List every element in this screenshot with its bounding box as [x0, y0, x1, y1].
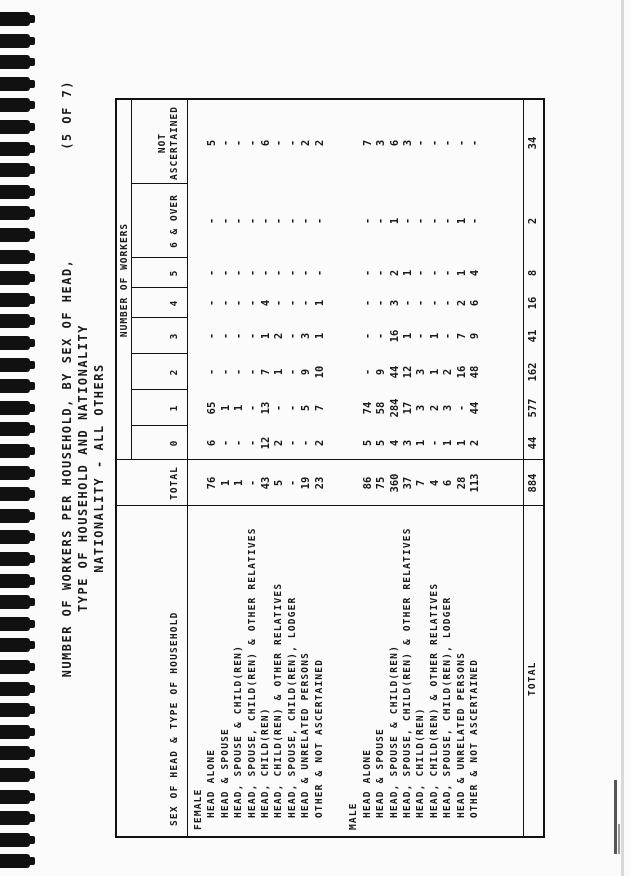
table-cell: -	[246, 479, 259, 487]
page-indicator: (5 OF 7)	[60, 80, 74, 150]
row-label: HEAD, SPOUSE & CHILD(REN)	[388, 645, 400, 818]
table-cell: -	[286, 332, 299, 340]
table-cell: -	[246, 217, 259, 225]
table-cell: -	[273, 299, 286, 307]
binding-coil	[0, 142, 30, 156]
table-cell: -	[233, 368, 246, 376]
table-cell: -	[233, 269, 246, 277]
rotated-content	[60, 68, 560, 868]
table-cell: 5	[361, 439, 374, 447]
table-cell: -	[206, 332, 219, 340]
table-cell: 5	[273, 479, 286, 487]
table-cell: 16	[455, 365, 468, 379]
table-cell: -	[246, 269, 259, 277]
table-cell: 1	[260, 332, 272, 340]
table-cell: 7	[415, 479, 428, 487]
table-cell: 1	[219, 479, 232, 487]
table-cell: -	[286, 439, 299, 447]
binding-coil	[0, 811, 30, 825]
table-cell: 65	[206, 401, 219, 415]
row-label: HEAD & UNRELATED PERSONS	[455, 651, 467, 818]
total-cell: 8	[527, 269, 539, 277]
binding-coil	[0, 617, 30, 631]
table-cell: -	[219, 299, 232, 307]
column-header: 3	[169, 332, 180, 340]
table-cell: 5	[300, 404, 313, 412]
table-cell: 2	[428, 404, 441, 412]
row-label: HEAD & SPOUSE	[375, 728, 387, 818]
table-cell: 2	[455, 299, 468, 307]
table-cell: 16	[388, 329, 401, 343]
binding-coil	[0, 379, 30, 393]
table-cell: -	[402, 299, 415, 307]
table-cell: -	[219, 332, 232, 340]
table-cell: 19	[300, 476, 313, 490]
binding-coil	[0, 595, 30, 609]
table-cell: -	[469, 139, 482, 147]
total-rule	[523, 100, 524, 836]
table-cell: -	[442, 269, 455, 277]
table-cell: -	[273, 139, 286, 147]
table-cell: -	[286, 139, 299, 147]
table-cell: 1	[455, 269, 468, 277]
binding-coil	[0, 509, 30, 523]
binding-coil	[0, 163, 30, 177]
table-cell: -	[286, 299, 299, 307]
title-line-2: TYPE OF HOUSEHOLD AND NATIONALITY	[76, 324, 90, 612]
table-cell: -	[375, 332, 388, 340]
row-label: HEAD ALONE	[361, 748, 373, 818]
binding-coil	[0, 250, 30, 264]
column-header: 4	[169, 299, 180, 307]
table-cell: 44	[388, 365, 401, 379]
table-cell: -	[313, 269, 326, 277]
table-cell: 7	[313, 404, 326, 412]
binding-coil	[0, 206, 30, 220]
column-header: 0	[169, 439, 180, 447]
row-label: HEAD, SPOUSE, CHILD(REN), LODGER	[442, 596, 454, 818]
binding-coil	[0, 790, 30, 804]
table-cell: -	[300, 269, 313, 277]
table-cell: -	[375, 217, 388, 225]
binding-coil	[0, 746, 30, 760]
table-cell: 6	[469, 299, 482, 307]
total-cell: 16	[527, 296, 539, 310]
binding-coil	[0, 293, 30, 307]
binding-coil	[0, 401, 30, 415]
table-cell: 75	[375, 476, 388, 490]
corner-mark	[614, 780, 617, 854]
table-cell: -	[273, 404, 286, 412]
table-cell: 1	[219, 404, 232, 412]
column-header: 2	[169, 368, 180, 376]
table-cell: 2	[442, 368, 455, 376]
table-cell: -	[469, 217, 482, 225]
binding-coil	[0, 444, 30, 458]
table-cell: -	[206, 217, 219, 225]
table-cell: -	[455, 404, 468, 412]
table-cell: 23	[313, 476, 326, 490]
table-cell: 1	[402, 332, 415, 340]
table-cell: -	[206, 368, 219, 376]
table-cell: 3	[388, 299, 401, 307]
table-cell: -	[233, 332, 246, 340]
binding-coil	[0, 55, 30, 69]
binding-coil	[0, 98, 30, 112]
table-cell: 4	[388, 439, 401, 447]
table-cell: -	[219, 368, 232, 376]
table-cell: 12	[260, 436, 272, 450]
binding-coil	[0, 271, 30, 285]
table-cell: 1	[388, 217, 401, 225]
table-cell: -	[428, 217, 441, 225]
table-cell: 76	[206, 476, 219, 490]
binding-coil	[0, 487, 30, 501]
table-cell: 2	[469, 439, 482, 447]
total-cell: 44	[527, 436, 539, 450]
binding-coil	[0, 703, 30, 717]
table-cell: 86	[361, 476, 374, 490]
table-cell: -	[428, 139, 441, 147]
table-cell: 5	[375, 439, 388, 447]
table-cell: -	[300, 439, 313, 447]
table-cell: 4	[260, 299, 272, 307]
table-cell: -	[233, 299, 246, 307]
binding-coil	[0, 466, 30, 480]
table-cell: 6	[206, 439, 219, 447]
table-cell: -	[361, 368, 374, 376]
table-cell: 1	[455, 439, 468, 447]
table-cell: -	[233, 217, 246, 225]
table-cell: 1	[455, 217, 468, 225]
table-cell: -	[375, 269, 388, 277]
table-cell: -	[442, 332, 455, 340]
table-cell: -	[246, 404, 259, 412]
table-cell: -	[219, 217, 232, 225]
table-cell: 1	[428, 368, 441, 376]
binding-coil	[0, 725, 30, 739]
table-cell: 3	[415, 368, 428, 376]
table-cell: -	[442, 139, 455, 147]
row-label: HEAD ALONE	[206, 748, 218, 818]
binding-coil	[0, 77, 30, 91]
header-rule	[187, 100, 188, 836]
binding-coil	[0, 682, 30, 696]
binding-coil	[0, 660, 30, 674]
table-cell: -	[415, 139, 428, 147]
total-cell: 577	[527, 398, 539, 418]
table-cell: -	[286, 404, 299, 412]
row-label: HEAD & UNRELATED PERSONS	[300, 651, 312, 818]
column-header: 6 & OVER	[169, 194, 180, 248]
binding-coil	[0, 422, 30, 436]
table-cell: 2	[273, 439, 286, 447]
binding-coil	[0, 185, 30, 199]
corner-mark-secondary	[618, 824, 620, 854]
table-cell: 1	[233, 479, 246, 487]
table-cell: -	[246, 368, 259, 376]
table-cell: -	[361, 269, 374, 277]
table-cell: -	[219, 439, 232, 447]
table-cell: 3	[402, 139, 415, 147]
table-cell: -	[361, 299, 374, 307]
table-cell: -	[415, 299, 428, 307]
table-cell: -	[300, 299, 313, 307]
section-label: MALE	[348, 802, 360, 830]
table-cell: 9	[469, 332, 482, 340]
table-cell: 74	[361, 401, 374, 415]
total-cell: 162	[527, 362, 539, 382]
table-cell: -	[219, 139, 232, 147]
table-cell: -	[233, 139, 246, 147]
table-cell: -	[260, 269, 272, 277]
table-cell: 7	[455, 332, 468, 340]
column-header: NOT ASCERTAINED	[157, 106, 180, 180]
table-cell: -	[246, 139, 259, 147]
table-cell: 1	[313, 332, 326, 340]
stub-header: SEX OF HEAD & TYPE OF HOUSEHOLD	[169, 611, 180, 826]
table-cell: -	[246, 299, 259, 307]
table-cell: -	[260, 217, 272, 225]
table-cell: 58	[375, 401, 388, 415]
table-cell: -	[246, 332, 259, 340]
binding-coil	[0, 574, 30, 588]
binding-coil	[0, 854, 30, 868]
table-cell: 1	[442, 439, 455, 447]
row-label: OTHER & NOT ASCERTAINED	[313, 658, 325, 818]
title-line-3: NATIONALITY - ALL OTHERS	[92, 363, 106, 573]
table-cell: 13	[260, 401, 272, 415]
table-cell: -	[428, 299, 441, 307]
table-cell: 4	[428, 479, 441, 487]
binding-coil	[0, 336, 30, 350]
row-label: HEAD, CHILD(REN) & OTHER RELATIVES	[428, 582, 440, 818]
row-label: HEAD & SPOUSE	[219, 728, 231, 818]
table-cell: 2	[313, 439, 326, 447]
table-cell: -	[286, 217, 299, 225]
table-cell: -	[455, 139, 468, 147]
table-cell: 37	[402, 476, 415, 490]
row-label: HEAD, CHILD(REN)	[415, 707, 427, 818]
table-cell: 1	[233, 404, 246, 412]
table-cell: 3	[402, 439, 415, 447]
table-cell: 10	[313, 365, 326, 379]
row-label: HEAD, CHILD(REN) & OTHER RELATIVES	[273, 582, 285, 818]
table-cell: -	[286, 269, 299, 277]
total-label: TOTAL	[527, 661, 538, 696]
table-cell: 1	[415, 439, 428, 447]
table-cell: -	[442, 299, 455, 307]
table-cell: -	[219, 269, 232, 277]
table-cell: -	[206, 269, 219, 277]
table-cell: -	[415, 269, 428, 277]
table-cell: -	[428, 269, 441, 277]
table-cell: -	[233, 439, 246, 447]
binding-coil	[0, 228, 30, 242]
table-cell: 2	[300, 139, 313, 147]
column-header: 1	[169, 404, 180, 412]
table-cell: -	[361, 332, 374, 340]
column-header: TOTAL	[169, 466, 180, 500]
total-cell: 41	[527, 329, 539, 343]
table-cell: 6	[388, 139, 401, 147]
data-table	[115, 98, 545, 838]
table-cell: 1	[428, 332, 441, 340]
section-label: FEMALE	[193, 788, 204, 830]
table-cell: 1	[313, 299, 326, 307]
binding-coil	[0, 358, 30, 372]
table-cell: 4	[469, 269, 482, 277]
table-cell: 12	[402, 365, 415, 379]
table-cell: 7	[260, 368, 272, 376]
table-cell: -	[428, 439, 441, 447]
table-cell: 1	[402, 269, 415, 277]
table-cell: 43	[260, 476, 272, 490]
table-cell: -	[415, 332, 428, 340]
spanner-rule	[131, 100, 132, 460]
table-cell: 2	[313, 139, 326, 147]
table-cell: 9	[375, 368, 388, 376]
table-cell: 44	[469, 401, 482, 415]
table-cell: -	[402, 217, 415, 225]
page-edge	[621, 0, 624, 876]
table-cell: -	[273, 217, 286, 225]
binding-coil	[0, 638, 30, 652]
table-cell: 3	[415, 404, 428, 412]
table-cell: -	[206, 299, 219, 307]
column-header: 5	[169, 269, 180, 277]
total-cell: 34	[527, 136, 539, 150]
table-cell: 9	[300, 368, 313, 376]
table-cell: 6	[260, 139, 272, 147]
table-cell: -	[442, 217, 455, 225]
table-cell: 3	[300, 332, 313, 340]
table-cell: -	[273, 269, 286, 277]
table-cell: 3	[375, 139, 388, 147]
table-cell: 2	[273, 332, 286, 340]
table-cell: -	[300, 217, 313, 225]
table-cell: 6	[442, 479, 455, 487]
table-cell: -	[375, 299, 388, 307]
table-cell: 7	[361, 139, 374, 147]
row-label: HEAD, CHILD(REN)	[260, 707, 271, 818]
table-cell: 28	[455, 476, 468, 490]
title-line-1: NUMBER OF WORKERS PER HOUSEHOLD, BY SEX OF HEAD,	[60, 258, 74, 678]
spanner-header: NUMBER OF WORKERS	[119, 222, 130, 338]
binding-coil	[0, 120, 30, 134]
binding-coil	[0, 314, 30, 328]
table-cell: 1	[273, 368, 286, 376]
binding-coil	[0, 34, 30, 48]
binding-coil	[0, 530, 30, 544]
table-cell: 360	[388, 473, 401, 493]
binding-coil	[0, 768, 30, 782]
row-label: HEAD, SPOUSE, CHILD(REN), LODGER	[286, 596, 298, 818]
spiral-binding	[0, 0, 34, 876]
row-label: HEAD, SPOUSE, CHILD(REN) & OTHER RELATIVES	[402, 527, 414, 818]
table-cell: -	[246, 439, 259, 447]
table-cell: 284	[388, 398, 401, 418]
table-cell: 5	[206, 139, 219, 147]
row-label: OTHER & NOT ASCERTAINED	[469, 658, 481, 818]
binding-coil	[0, 552, 30, 566]
table-cell: 113	[469, 473, 482, 493]
binding-coil	[0, 833, 30, 847]
binding-coil	[0, 12, 30, 26]
table-cell: -	[313, 217, 326, 225]
table-cell: 17	[402, 401, 415, 415]
table-cell: -	[286, 479, 299, 487]
table-cell: -	[286, 368, 299, 376]
table-cell: -	[415, 217, 428, 225]
table-cell: 2	[388, 269, 401, 277]
table-cell: 3	[442, 404, 455, 412]
total-cell: 2	[527, 217, 539, 225]
total-cell: 884	[527, 473, 539, 493]
row-label: HEAD, SPOUSE, CHILD(REN) & OTHER RELATIVES	[246, 527, 258, 818]
table-cell: -	[361, 217, 374, 225]
table-cell: 48	[469, 365, 482, 379]
row-label: HEAD, SPOUSE & CHILD(REN)	[233, 645, 245, 818]
